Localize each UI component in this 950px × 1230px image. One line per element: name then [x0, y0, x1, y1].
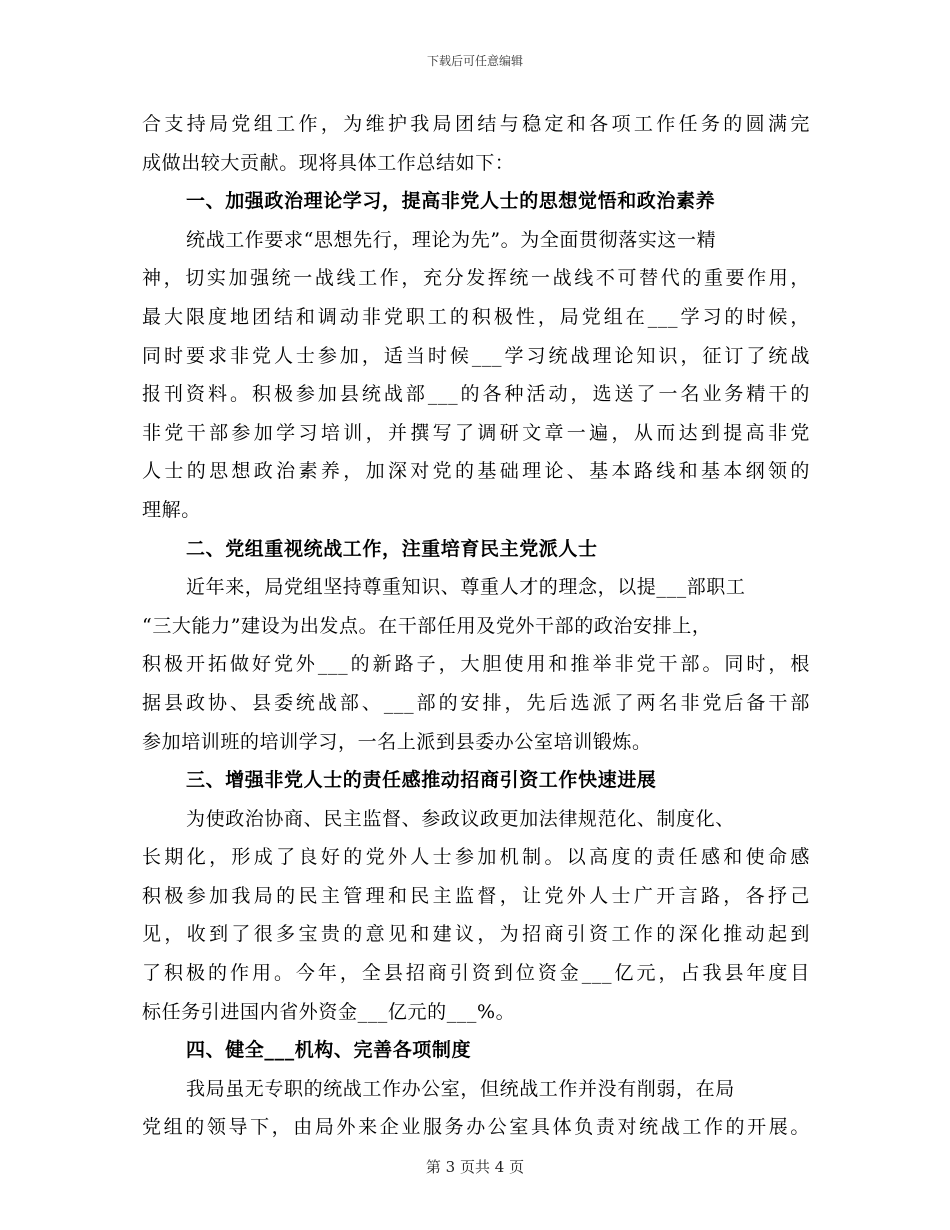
text-line-1: 合支持局党组工作，为维护我局团结与稳定和各项工作任务的圆满完 — [142, 113, 810, 135]
text-line-20: 长期化，形成了良好的党外人士参加机制。以高度的责任感和使命感 — [142, 846, 810, 869]
text-line-22: 见，收到了很多宝贵的意见和建议，为招商引资工作的深化推动起到 — [142, 923, 810, 946]
section-heading-1: 一、加强政治理论学习，提高非党人士的思想觉悟和政治素养 — [186, 190, 716, 213]
text-line-16: 据县政协、县委统战部、___部的安排，先后选派了两名非党后备干部 — [142, 691, 810, 714]
text-line-8: 报刊资料。积极参加县统战部___的各种活动，选送了一名业务精干的 — [142, 383, 810, 406]
section-heading-2: 二、党组重视统战工作，注重培育民主党派人士 — [186, 537, 598, 560]
text-line-17: 参加培训班的培训学习，一名上派到县委办公室培训锻炼。 — [142, 730, 652, 753]
document-body — [142, 105, 810, 1147]
section-heading-3: 三、增强非党人士的责任感推动招商引资工作快速进展 — [186, 769, 657, 792]
text-line-6: 最大限度地团结和调动非党职工的积极性，局党组在___学习的时候， — [142, 305, 810, 328]
text-line-23: 了积极的作用。今年，全县招商引资到位资金___亿元，占我县年度目 — [142, 962, 810, 985]
text-line-15: 积极开拓做好党外___的新路子，大胆使用和推举非党干部。同时，根 — [142, 653, 810, 676]
page-footer: 第 3 页共 4 页 — [425, 1158, 525, 1176]
text-line-26: 我局虽无专职的统战工作办公室，但统战工作并没有削弱，在局 — [186, 1077, 735, 1100]
text-line-2: 成做出较大贡献。现将具体工作总结如下： — [142, 151, 515, 174]
text-line-21: 积极参加我局的民主管理和民主监督，让党外人士广开言路，各抒己 — [142, 884, 810, 907]
text-line-9: 非党干部参加学习培训，并撰写了调研文章一遍，从而达到提高非党 — [142, 421, 810, 444]
text-line-13: 近年来，局党组坚持尊重知识、尊重人才的理念，以提___部职工 — [186, 576, 746, 599]
text-line-19: 为使政治协商、民主监督、参政议政更加法律规范化、制度化、 — [186, 807, 735, 830]
text-line-27: 党组的领导下，由局外来企业服务办公室具体负责对统战工作的开展。 — [142, 1116, 810, 1139]
text-line-24: 标任务引进国内省外资金___亿元的___%。 — [142, 1000, 516, 1023]
text-line-14: “三大能力”建设为出发点。在干部任用及党外干部的政治安排上， — [142, 614, 712, 637]
text-line-7: 同时要求非党人士参加，适当时候___学习统战理论知识，征订了统战 — [142, 344, 810, 367]
text-line-4: 统战工作要求“思想先行，理论为先”。为全面贯彻落实这一精 — [186, 228, 717, 251]
section-heading-4: 四、健全___机构、完善各项制度 — [186, 1039, 472, 1062]
text-line-10: 人士的思想政治素养，加深对党的基础理论、基本路线和基本纲领的 — [142, 460, 810, 483]
page-header: 下载后可任意编辑 — [426, 54, 523, 68]
text-line-11: 理解。 — [142, 498, 201, 521]
text-line-5: 神，切实加强统一战线工作，充分发挥统一战线不可替代的重要作用， — [142, 267, 810, 290]
